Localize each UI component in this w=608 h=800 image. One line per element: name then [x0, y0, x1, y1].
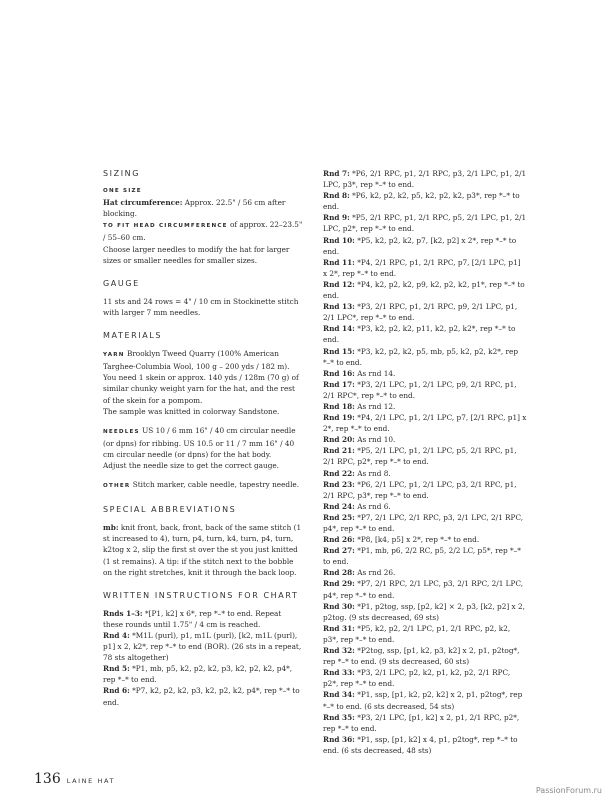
left-column [103, 168, 303, 708]
row-text: *P7, 2/1 RPC, 2/1 LPC, p3, 2/1 RPC, 2/1 LPC, p4*, rep *–* to end. [323, 579, 524, 600]
row-label: Rnd 28: [323, 568, 355, 578]
instruction-row [323, 545, 527, 567]
fit-text: of approx. 22–23.5" / 55–60 cm. [103, 220, 303, 243]
sizing-note: Choose larger needles to modify the hat for larger sizes or smaller needles for smaller sizes. [103, 244, 290, 265]
row-label: Rnd 22: [323, 468, 355, 478]
row-text: As rnd 26. [354, 568, 396, 578]
row-label: Rnd 8: [323, 191, 350, 201]
yarn-paragraph [103, 348, 303, 405]
instruction-row [103, 630, 303, 663]
hat-circumference [103, 197, 303, 219]
row-text: As rnd 10. [354, 435, 396, 445]
instruction-row [323, 578, 527, 600]
yarn-label: YARN [103, 352, 125, 359]
instruction-row [103, 608, 303, 630]
abbreviations-heading: SPECIAL ABBREVIATIONS [103, 505, 237, 515]
instruction-row [323, 667, 527, 689]
row-label: Rnd 14: [323, 324, 355, 334]
row-label: Rnd 12: [323, 279, 355, 289]
row-label: Rnd 33: [323, 668, 355, 678]
row-text: *P3, 2/1 LPC, p2, k2, p1, k2, p2, 2/1 RPC, p2*, rep *–* to end. [323, 668, 511, 689]
yarn-text: Brooklyn Tweed Quarry (100% American Targhee-Columbia Wool, 100 g – 200 yds / 182 m). You need 1 skein or approx. 140 yds / 128m (70 g) of similar chunky weight yarn for the hat, and the rest of the skein for a pompom. [103, 349, 299, 405]
instruction-row [323, 712, 527, 734]
row-label: Rnd 9: [323, 213, 350, 223]
instruction-row [323, 401, 527, 412]
instruction-row [103, 685, 303, 707]
row-label: Rnd 11: [323, 257, 355, 267]
row-label: Rnd 25: [323, 512, 355, 522]
instruction-row [323, 623, 527, 645]
row-text: *P4, k2, p2, k2, p9, k2, p2, k2, p1*, rep *–* to end. [323, 279, 525, 301]
instruction-row [323, 379, 527, 401]
written-instructions-heading: WRITTEN INSTRUCTIONS FOR CHART [103, 590, 299, 600]
hat-circ-text: Approx. 22.5" / 56 cm after blocking. [103, 198, 286, 219]
needles-label: NEEDLES [103, 428, 140, 435]
row-text: *P4, 2/1 LPC, p1, 2/1 LPC, p7, [2/1 RPC, p1] x 2*, rep *–* to end. [323, 413, 527, 434]
instruction-row [323, 257, 527, 279]
row-label: Rnd 20: [323, 435, 355, 445]
row-label: Rnd 21: [323, 446, 355, 456]
gauge-text: 11 sts and 24 rows = 4" / 10 cm in Stockinette stitch with larger 7 mm needles. [103, 296, 299, 317]
row-text: *P6, k2, p2, k2, p5, k2, p2, k2, p3*, rep *–* to end. [323, 191, 520, 212]
row-text: *P3, 2/1 LPC, [p1, k2] x 2, p1, 2/1 RPC, p2*, rep *–* to end. [323, 712, 520, 733]
row-label: Rnds 1–3: [103, 608, 143, 618]
fit-label: TO FIT HEAD CIRCUMFERENCE [103, 223, 228, 230]
row-label: Rnd 30: [323, 601, 355, 611]
instruction-row [323, 412, 527, 434]
row-label: Rnd 16: [323, 368, 355, 378]
row-label: Rnd 29: [323, 579, 355, 589]
needles-note: Adjust the needle size to get the correct gauge. [103, 460, 280, 470]
row-text: *P6, 2/1 RPC, p1, 2/1 RPC, p3, 2/1 LPC, p1, 2/1 LPC, p3*, rep *–* to end. [323, 169, 527, 190]
row-text: *P1, p2tog, ssp, [p2, k2] × 2, p3, [k2, p2] x 2, p2tog. (9 sts decreased, 69 sts) [323, 601, 525, 622]
row-label: Rnd 6: [103, 686, 130, 696]
row-label: Rnd 26: [323, 535, 355, 545]
row-text: *P4, 2/1 RPC, p1, 2/1 RPC, p7, [2/1 LPC, p1] x 2*, rep *–* to end. [323, 257, 521, 278]
row-label: Rnd 17: [323, 379, 355, 389]
row-text: *P7, 2/1 LPC, 2/1 RPC, p3, 2/1 LPC, 2/1 RPC, p4*, rep *–* to end. [323, 512, 524, 533]
row-text: *P3, k2, p2, k2, p5, mb, p5, k2, p2, k2*, rep *–* to end. [323, 346, 519, 367]
other-paragraph [103, 479, 303, 492]
instruction-row [323, 346, 527, 368]
row-text: *P5, 2/1 RPC, p1, 2/1 RPC, p5, 2/1 LPC, p1, 2/1 LPC, p2*, rep *–* to end. [323, 213, 527, 234]
instruction-row [323, 534, 527, 545]
row-text: *P1, ssp, [p1, k2, p2, k2] x 2, p1, p2tog*, rep *–* to end. (6 sts decreased, 54 sts) [323, 690, 523, 711]
row-label: Rnd 34: [323, 690, 355, 700]
right-column [323, 168, 527, 756]
instruction-row [323, 168, 527, 190]
instruction-row [323, 368, 527, 379]
row-text: As rnd 12. [354, 401, 396, 411]
row-text: *P8, [k4, p5] x 2*, rep *–* to end. [354, 535, 480, 545]
row-text: *P5, 2/1 LPC, p1, 2/1 LPC, p5, 2/1 RPC, p1, 2/1 RPC, p2*, rep *–* to end. [323, 446, 517, 467]
instruction-row [323, 434, 527, 445]
page-number: 136 [34, 771, 61, 787]
row-text: *[P1, k2] x 6*, rep *–* to end. Repeat these rounds until 1.75" / 4 cm is reached. [103, 608, 282, 629]
instruction-row [323, 689, 527, 711]
instruction-row [323, 190, 527, 212]
materials-heading: MATERIALS [103, 331, 163, 341]
page-footer [34, 771, 115, 787]
instruction-row [323, 468, 527, 479]
instruction-row [323, 567, 527, 578]
sizing-heading: SIZING [103, 169, 141, 178]
instruction-row [323, 645, 527, 667]
one-size-label: ONE SIZE [103, 188, 142, 195]
row-text: *P2tog, ssp, [p1, k2, p3, k2] x 2, p1, p2tog*, rep *–* to end. (9 sts decreased, 60 sts) [323, 646, 520, 667]
instruction-row [323, 601, 527, 623]
row-label: Rnd 19: [323, 413, 355, 423]
instruction-row [323, 279, 527, 301]
row-label: Rnd 4: [103, 631, 130, 640]
row-text: *P1, mb, p5, k2, p2, k2, p3, k2, p2, k2, p4*, rep *–* to end. [103, 664, 293, 685]
row-text: *M1L (purl), p1, m1L (purl), [k2, m1L (purl), p1] x 2, k2*, rep *–* to end (BOR). (26 sts in a repeat, 78 sts altogether) [103, 631, 302, 663]
footer-title: LAINE HAT [66, 777, 116, 785]
row-label: Rnd 10: [323, 235, 355, 245]
other-text: Stitch marker, cable needle, tapestry needle. [130, 480, 300, 490]
row-label: Rnd 32: [323, 646, 355, 656]
row-text: *P5, k2, p2, 2/1 LPC, p1, 2/1 RPC, p2, k2, p3*, rep *–* to end. [323, 623, 511, 644]
instruction-row [323, 501, 527, 512]
needles-text: US 10 / 6 mm 16" / 40 cm circular needle (or dpns) for ribbing. US 10.5 or 11 / 7 mm 16" / 40 cm circular needle (or dpns) for the hat body. [103, 425, 296, 459]
watermark: PassionForum.ru [535, 786, 602, 795]
instruction-row [323, 479, 527, 501]
row-label: Rnd 7: [323, 169, 350, 178]
row-text: *P7, k2, p2, k2, p3, k2, p2, k2, p4*, rep *–* to end. [103, 686, 300, 707]
hat-circ-label: Hat circumference: [103, 198, 183, 208]
row-text: As rnd 14. [354, 368, 396, 378]
row-text: *P3, k2, p2, k2, p11, k2, p2, k2*, rep *–* to end. [323, 324, 516, 345]
gauge-heading: GAUGE [103, 278, 140, 288]
row-label: Rnd 15: [323, 346, 355, 356]
instruction-row [323, 445, 527, 467]
instruction-row [103, 663, 303, 685]
row-text: *P6, 2/1 LPC, p1, 2/1 LPC, p3, 2/1 RPC, p1, 2/1 RPC, p3*, rep *–* to end. [323, 479, 517, 500]
instruction-row [323, 323, 527, 345]
row-label: Rnd 27: [323, 546, 355, 556]
row-text: *P3, 2/1 RPC, p1, 2/1 RPC, p9, 2/1 LPC, p1, 2/1 LPC*, rep *–* to end. [323, 302, 518, 323]
row-label: Rnd 13: [323, 302, 355, 312]
needles-paragraph [103, 425, 303, 460]
row-label: Rnd 36: [323, 734, 355, 744]
row-label: Rnd 31: [323, 623, 355, 633]
row-text: *P3, 2/1 LPC, p1, 2/1 LPC, p9, 2/1 RPC, p1, 2/1 RPC*, rep *–* to end. [323, 379, 517, 400]
row-label: Rnd 23: [323, 479, 355, 489]
row-label: Rnd 5: [103, 664, 130, 674]
instruction-row [323, 212, 527, 234]
instruction-row [323, 301, 527, 323]
row-label: Rnd 18: [323, 401, 355, 411]
instruction-row [323, 734, 527, 756]
instruction-row [323, 512, 527, 534]
row-text: *P5, k2, p2, k2, p7, [k2, p2] x 2*, rep *–* to end. [323, 235, 517, 256]
row-text: As rnd 8. [354, 468, 391, 478]
row-text: *P1, ssp, [p1, k2] x 4, p1, p2tog*, rep *–* to end. (6 sts decreased, 48 sts) [323, 734, 518, 755]
mb-label: mb: [103, 523, 119, 533]
mb-text: knit front, back, front, back of the same stitch (1 st increased to 4), turn, p4, turn, k4, turn, p4, turn, k2tog x 2, slip the first st over the st you just knitted (1 st remains). A tip: if the stitch next to the bobble on the right stretches, knit it through the back loop. [103, 523, 302, 577]
mb-paragraph [103, 522, 303, 577]
row-label: Rnd 24: [323, 501, 355, 511]
row-text: *P1, mb, p6, 2/2 RC, p5, 2/2 LC, p5*, rep *–* to end. [323, 546, 521, 567]
instruction-row [323, 235, 527, 257]
fit-head [103, 219, 303, 243]
row-label: Rnd 35: [323, 712, 355, 722]
other-label: OTHER [103, 483, 131, 490]
row-text: As rnd 6. [354, 501, 391, 511]
sample-note: The sample was knitted in colorway Sandstone. [103, 406, 280, 416]
